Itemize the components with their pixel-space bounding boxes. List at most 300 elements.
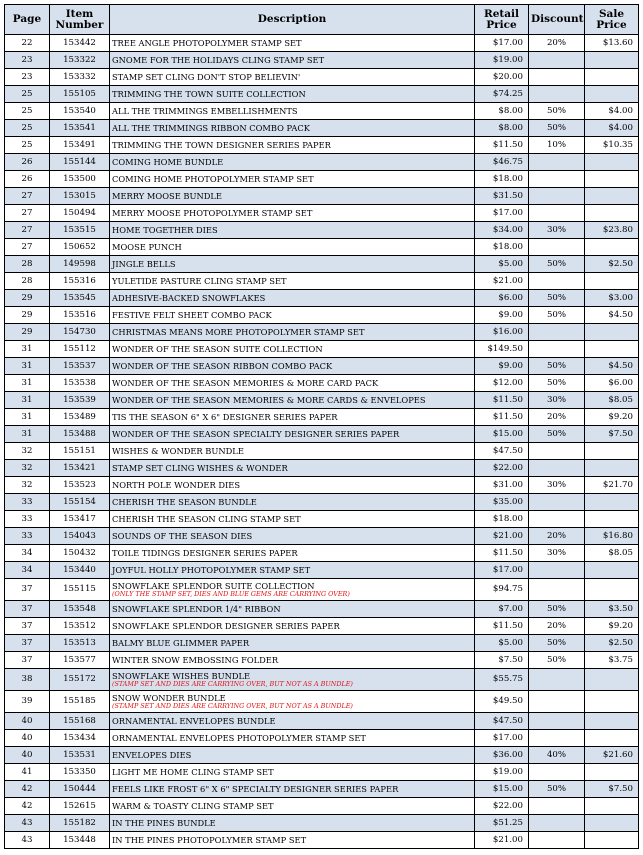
page-cell: 40: [5, 730, 50, 747]
sale-price-cell: [585, 798, 639, 815]
page-cell: 37: [5, 618, 50, 635]
description-text: STAMP SET CLING DON'T STOP BELIEVIN': [112, 71, 301, 82]
discount-cell: [529, 324, 585, 341]
discount-cell: [529, 764, 585, 781]
page-cell: 37: [5, 601, 50, 618]
discount-cell: 50%: [529, 358, 585, 375]
description-cell: [110, 494, 475, 511]
table-row: [5, 52, 639, 69]
discount-cell: [529, 730, 585, 747]
page-cell: 33: [5, 494, 50, 511]
description-cell: [110, 69, 475, 86]
description-cell: [110, 618, 475, 635]
sale-price-cell: $8.05: [585, 392, 639, 409]
description-cell: [110, 392, 475, 409]
table-row: [5, 375, 639, 392]
description-cell: [110, 273, 475, 290]
sale-price-cell: $2.50: [585, 635, 639, 652]
table-row: [5, 86, 639, 103]
page-cell: 37: [5, 579, 50, 601]
retail-price-cell: $16.00: [475, 324, 529, 341]
description-cell: [110, 635, 475, 652]
discount-cell: 50%: [529, 256, 585, 273]
description-text: COMING HOME BUNDLE: [112, 156, 224, 167]
table-body: [5, 35, 639, 849]
table-row: [5, 358, 639, 375]
retail-price-cell: $5.00: [475, 256, 529, 273]
item-number-cell: 150652: [50, 239, 110, 256]
description-text: TREE ANGLE PHOTOPOLYMER STAMP SET: [112, 37, 302, 48]
description-cell: [110, 239, 475, 256]
item-number-cell: 153577: [50, 652, 110, 669]
sale-price-cell: [585, 188, 639, 205]
description-text: NORTH POLE WONDER DIES: [112, 479, 241, 490]
item-number-cell: 153545: [50, 290, 110, 307]
carry-over-note: (ONLY THE STAMP SET, DIES AND BLUE GEMS ARE CARRYING OVER): [112, 589, 350, 598]
retail-price-cell: $20.00: [475, 69, 529, 86]
page-cell: 37: [5, 652, 50, 669]
description-cell: [110, 290, 475, 307]
discount-cell: [529, 511, 585, 528]
sale-price-cell: [585, 562, 639, 579]
page-cell: 27: [5, 239, 50, 256]
item-number-cell: 155168: [50, 713, 110, 730]
sale-price-cell: $3.50: [585, 601, 639, 618]
description-text: SNOWFLAKE SPLENDOR DESIGNER SERIES PAPER: [112, 620, 340, 631]
table-header-row: [5, 5, 639, 35]
description-text: TRIMMING THE TOWN DESIGNER SERIES PAPER: [112, 139, 331, 150]
discount-cell: [529, 815, 585, 832]
sale-price-cell: [585, 579, 639, 601]
table-row: [5, 528, 639, 545]
description-cell: [110, 832, 475, 849]
sale-price-cell: [585, 86, 639, 103]
retail-price-cell: $55.75: [475, 669, 529, 691]
table-row: [5, 307, 639, 324]
table-row: [5, 409, 639, 426]
description-cell: [110, 256, 475, 273]
description-text: ORNAMENTAL ENVELOPES PHOTOPOLYMER STAMP SET: [112, 732, 366, 743]
sale-price-cell: $9.20: [585, 618, 639, 635]
description-cell: [110, 222, 475, 239]
discount-cell: 20%: [529, 618, 585, 635]
discount-cell: [529, 341, 585, 358]
page-cell: 43: [5, 815, 50, 832]
discount-cell: 50%: [529, 307, 585, 324]
retail-price-cell: $9.00: [475, 358, 529, 375]
description-cell: [110, 120, 475, 137]
discount-cell: 50%: [529, 601, 585, 618]
page-cell: 32: [5, 460, 50, 477]
item-number-cell: 153350: [50, 764, 110, 781]
description-cell: [110, 154, 475, 171]
sale-price-cell: [585, 730, 639, 747]
description-text: LIGHT ME HOME CLING STAMP SET: [112, 766, 274, 777]
description-cell: [110, 409, 475, 426]
item-number-cell: 153516: [50, 307, 110, 324]
discount-cell: [529, 460, 585, 477]
description-cell: [110, 137, 475, 154]
description-text: TIS THE SEASON 6" X 6" DESIGNER SERIES PAPER: [112, 411, 338, 422]
retail-price-cell: $22.00: [475, 460, 529, 477]
table-row: [5, 562, 639, 579]
sale-price-cell: $4.50: [585, 358, 639, 375]
description-text: ADHESIVE-BACKED SNOWFLAKES: [112, 292, 266, 303]
table-row: [5, 713, 639, 730]
description-text: TRIMMING THE TOWN SUITE COLLECTION: [112, 88, 306, 99]
page-cell: 25: [5, 120, 50, 137]
table-row: [5, 460, 639, 477]
retail-price-cell: $18.00: [475, 511, 529, 528]
page-cell: 42: [5, 798, 50, 815]
description-text: WONDER OF THE SEASON RIBBON COMBO PACK: [112, 360, 333, 371]
sale-price-cell: $2.50: [585, 256, 639, 273]
description-cell: [110, 562, 475, 579]
page-cell: 29: [5, 290, 50, 307]
discount-cell: 10%: [529, 137, 585, 154]
sale-price-cell: $8.05: [585, 545, 639, 562]
description-text: ALL THE TRIMMINGS EMBELLISHMENTS: [112, 105, 298, 116]
item-number-cell: 155112: [50, 341, 110, 358]
item-number-cell: 153417: [50, 511, 110, 528]
table-row: [5, 815, 639, 832]
description-cell: [110, 324, 475, 341]
discount-cell: 50%: [529, 652, 585, 669]
item-number-cell: 153489: [50, 409, 110, 426]
discount-cell: [529, 69, 585, 86]
table-row: [5, 154, 639, 171]
table-row: [5, 781, 639, 798]
retail-price-cell: $35.00: [475, 494, 529, 511]
table-row: [5, 273, 639, 290]
clearance-price-table: [4, 4, 639, 849]
description-cell: [110, 601, 475, 618]
sale-price-cell: $3.00: [585, 290, 639, 307]
item-number-cell: 155182: [50, 815, 110, 832]
sale-price-cell: $7.50: [585, 426, 639, 443]
table-row: [5, 494, 639, 511]
discount-cell: 50%: [529, 781, 585, 798]
description-column-header: Description: [110, 5, 475, 35]
item-number-cell: 154730: [50, 324, 110, 341]
sale-price-cell: $23.80: [585, 222, 639, 239]
item-number-cell: 153015: [50, 188, 110, 205]
retail-price-cell: $31.50: [475, 188, 529, 205]
table-row: [5, 669, 639, 691]
item-number-cell: 153442: [50, 35, 110, 52]
description-cell: [110, 730, 475, 747]
discount-cell: [529, 562, 585, 579]
page-cell: 42: [5, 781, 50, 798]
page-cell: 31: [5, 375, 50, 392]
description-cell: [110, 511, 475, 528]
item-number-cell: 153537: [50, 358, 110, 375]
page-cell: 31: [5, 409, 50, 426]
retail-price-cell: $46.75: [475, 154, 529, 171]
item-number-cell: 153515: [50, 222, 110, 239]
description-text: IN THE PINES BUNDLE: [112, 817, 216, 828]
description-text: FEELS LIKE FROST 6" X 6" SPECIALTY DESIGNER SERIES PAPER: [112, 783, 399, 794]
discount-cell: [529, 443, 585, 460]
table-row: [5, 635, 639, 652]
table-row: [5, 691, 639, 713]
description-text: MOOSE PUNCH: [112, 241, 182, 252]
sale-price-cell: [585, 239, 639, 256]
discount-cell: 30%: [529, 545, 585, 562]
sale-price-cell: $4.00: [585, 120, 639, 137]
description-cell: [110, 341, 475, 358]
retail-price-cell: $15.00: [475, 426, 529, 443]
table-row: [5, 341, 639, 358]
description-cell: [110, 764, 475, 781]
description-cell: [110, 652, 475, 669]
retail-price-cell: $74.25: [475, 86, 529, 103]
page-column-header: Page: [5, 5, 50, 35]
page-cell: 38: [5, 669, 50, 691]
retail-price-cell: $17.00: [475, 562, 529, 579]
table-row: [5, 392, 639, 409]
description-cell: [110, 528, 475, 545]
description-cell: [110, 205, 475, 222]
description-text: JOYFUL HOLLY PHOTOPOLYMER STAMP SET: [112, 564, 311, 575]
sale-price-cell: [585, 832, 639, 849]
sale-price-cell: [585, 171, 639, 188]
sale-price-cell: [585, 69, 639, 86]
page-cell: 32: [5, 443, 50, 460]
discount-cell: 30%: [529, 477, 585, 494]
page-cell: 28: [5, 256, 50, 273]
item-number-cell: 153531: [50, 747, 110, 764]
description-text: BALMY BLUE GLIMMER PAPER: [112, 637, 250, 648]
description-text: CHRISTMAS MEANS MORE PHOTOPOLYMER STAMP SET: [112, 326, 365, 337]
sale-price-cell: $21.60: [585, 747, 639, 764]
description-cell: [110, 171, 475, 188]
table-row: [5, 188, 639, 205]
retail-price-cell: $36.00: [475, 747, 529, 764]
item-number-cell: 153523: [50, 477, 110, 494]
retail-price-cell: $6.00: [475, 290, 529, 307]
sale-price-cell: $4.50: [585, 307, 639, 324]
discount-cell: [529, 171, 585, 188]
sale-price-cell: $9.20: [585, 409, 639, 426]
retail-price-cell: $11.50: [475, 618, 529, 635]
retail-price-cell: $51.25: [475, 815, 529, 832]
item-number-cell: 153513: [50, 635, 110, 652]
description-cell: [110, 781, 475, 798]
item-number-cell: 155172: [50, 669, 110, 691]
discount-column-header: Discount: [529, 5, 585, 35]
description-cell: [110, 375, 475, 392]
table-row: [5, 256, 639, 273]
retail-price-cell: $15.00: [475, 781, 529, 798]
sale-price-cell: [585, 52, 639, 69]
description-text: YULETIDE PASTURE CLING STAMP SET: [112, 275, 287, 286]
sale-price-cell: [585, 764, 639, 781]
item-number-cell: 153540: [50, 103, 110, 120]
item-number-cell: 155105: [50, 86, 110, 103]
page-cell: 40: [5, 713, 50, 730]
item-number-cell: 153548: [50, 601, 110, 618]
description-text: SNOW WONDER BUNDLE: [112, 692, 226, 703]
sale-price-cell: [585, 713, 639, 730]
page-cell: 31: [5, 426, 50, 443]
sale-price-cell: $13.60: [585, 35, 639, 52]
description-text: ALL THE TRIMMINGS RIBBON COMBO PACK: [112, 122, 310, 133]
retail-price-cell: $149.50: [475, 341, 529, 358]
item-number-cell: 155151: [50, 443, 110, 460]
table-row: [5, 747, 639, 764]
retail-price-cell: $47.50: [475, 713, 529, 730]
description-cell: [110, 35, 475, 52]
table-row: [5, 35, 639, 52]
discount-cell: [529, 798, 585, 815]
retail-price-cell: $7.00: [475, 601, 529, 618]
description-text: MERRY MOOSE BUNDLE: [112, 190, 222, 201]
discount-cell: 20%: [529, 528, 585, 545]
retail-price-cell: $19.00: [475, 764, 529, 781]
description-text: WONDER OF THE SEASON SUITE COLLECTION: [112, 343, 323, 354]
item-number-cell: 150494: [50, 205, 110, 222]
discount-cell: [529, 691, 585, 713]
description-cell: [110, 86, 475, 103]
item-number-cell: 153488: [50, 426, 110, 443]
retail-price-cell: $21.00: [475, 832, 529, 849]
discount-cell: 50%: [529, 103, 585, 120]
description-cell: [110, 545, 475, 562]
table-row: [5, 545, 639, 562]
item-number-cell: 155144: [50, 154, 110, 171]
retail-price-cell: $22.00: [475, 798, 529, 815]
description-cell: [110, 460, 475, 477]
page-cell: 40: [5, 747, 50, 764]
item-number-cell: 150432: [50, 545, 110, 562]
page-cell: 27: [5, 188, 50, 205]
discount-cell: 40%: [529, 747, 585, 764]
description-cell: [110, 52, 475, 69]
sale-price-cell: [585, 691, 639, 713]
discount-cell: 50%: [529, 635, 585, 652]
table-row: [5, 120, 639, 137]
retail-price-cell: $49.50: [475, 691, 529, 713]
retail-price-cell: $8.00: [475, 103, 529, 120]
item-number-cell: 153434: [50, 730, 110, 747]
discount-cell: [529, 273, 585, 290]
description-text: ENVELOPES DIES: [112, 749, 192, 760]
item-number-cell: 155154: [50, 494, 110, 511]
discount-cell: 50%: [529, 290, 585, 307]
description-cell: [110, 798, 475, 815]
discount-cell: 20%: [529, 35, 585, 52]
item-number-cell: 153421: [50, 460, 110, 477]
sale-price-cell: [585, 273, 639, 290]
retail-price-column-header: Retail Price: [475, 5, 529, 35]
retail-price-cell: $34.00: [475, 222, 529, 239]
discount-cell: [529, 713, 585, 730]
item-number-cell: 153491: [50, 137, 110, 154]
description-cell: [110, 691, 475, 713]
table-row: [5, 443, 639, 460]
retail-price-cell: $7.50: [475, 652, 529, 669]
description-text: HOME TOGETHER DIES: [112, 224, 218, 235]
retail-price-cell: $18.00: [475, 171, 529, 188]
retail-price-cell: $47.50: [475, 443, 529, 460]
page-cell: 41: [5, 764, 50, 781]
sale-price-cell: [585, 511, 639, 528]
item-number-column-header: Item Number: [50, 5, 110, 35]
discount-cell: 30%: [529, 392, 585, 409]
sale-price-cell: $6.00: [585, 375, 639, 392]
retail-price-cell: $17.00: [475, 35, 529, 52]
description-text: SNOWFLAKE WISHES BUNDLE: [112, 670, 251, 681]
retail-price-cell: $11.50: [475, 392, 529, 409]
sale-price-cell: [585, 443, 639, 460]
description-text: COMING HOME PHOTOPOLYMER STAMP SET: [112, 173, 314, 184]
item-number-cell: 155316: [50, 273, 110, 290]
retail-price-cell: $5.00: [475, 635, 529, 652]
description-text: STAMP SET CLING WISHES & WONDER: [112, 462, 288, 473]
description-text: JINGLE BELLS: [112, 258, 176, 269]
sale-price-cell: [585, 154, 639, 171]
description-cell: [110, 188, 475, 205]
page-cell: 37: [5, 635, 50, 652]
table-row: [5, 426, 639, 443]
item-number-cell: 153541: [50, 120, 110, 137]
item-number-cell: 153539: [50, 392, 110, 409]
page-cell: 34: [5, 562, 50, 579]
discount-cell: [529, 205, 585, 222]
sale-price-cell: $7.50: [585, 781, 639, 798]
retail-price-cell: $9.00: [475, 307, 529, 324]
description-text: CHERISH THE SEASON BUNDLE: [112, 496, 257, 507]
table-row: [5, 290, 639, 307]
table-row: [5, 324, 639, 341]
discount-cell: [529, 239, 585, 256]
sale-price-cell: [585, 341, 639, 358]
page-cell: 25: [5, 86, 50, 103]
retail-price-cell: $11.50: [475, 137, 529, 154]
sale-price-cell: [585, 494, 639, 511]
carry-over-note: (STAMP SET AND DIES ARE CARRYING OVER, BUT NOT AS A BUNDLE): [112, 701, 353, 710]
table-row: [5, 730, 639, 747]
discount-cell: [529, 669, 585, 691]
item-number-cell: 153332: [50, 69, 110, 86]
description-cell: [110, 358, 475, 375]
item-number-cell: 154043: [50, 528, 110, 545]
page-cell: 43: [5, 832, 50, 849]
retail-price-cell: $19.00: [475, 52, 529, 69]
table-row: [5, 652, 639, 669]
description-cell: [110, 669, 475, 691]
description-cell: [110, 443, 475, 460]
table-row: [5, 103, 639, 120]
retail-price-cell: $94.75: [475, 579, 529, 601]
discount-cell: 50%: [529, 375, 585, 392]
item-number-cell: 149598: [50, 256, 110, 273]
table-row: [5, 477, 639, 494]
sale-price-cell: $10.35: [585, 137, 639, 154]
table-row: [5, 579, 639, 601]
discount-cell: 30%: [529, 222, 585, 239]
table-row: [5, 798, 639, 815]
description-cell: [110, 713, 475, 730]
page-cell: 31: [5, 358, 50, 375]
description-text: WARM & TOASTY CLING STAMP SET: [112, 800, 274, 811]
description-cell: [110, 579, 475, 601]
table-row: [5, 618, 639, 635]
page-cell: 33: [5, 528, 50, 545]
discount-cell: [529, 154, 585, 171]
table-row: [5, 69, 639, 86]
